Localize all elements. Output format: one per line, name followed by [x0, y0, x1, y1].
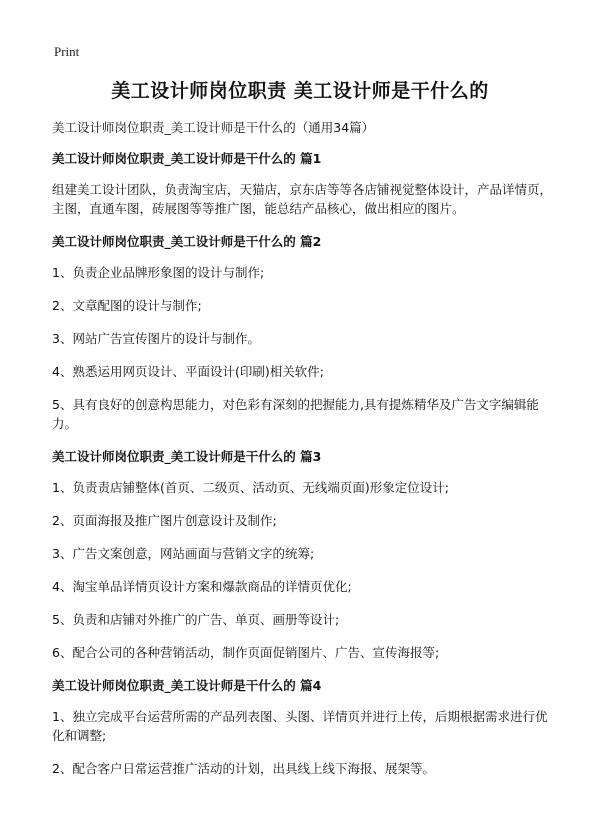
section-heading: 美工设计师岗位职责_美工设计师是干什么的 篇3 [52, 449, 322, 464]
list-item: 3、广告文案创意，网站画面与营销文字的统筹; [52, 546, 315, 561]
page-title: 美工设计师岗位职责 美工设计师是干什么的 [111, 80, 489, 102]
list-item: 2、文章配图的设计与制作; [52, 298, 202, 313]
list-item: 5、负责和店铺对外推广的广告、单页、画册等设计; [52, 612, 340, 627]
section-heading: 美工设计师岗位职责_美工设计师是干什么的 篇1 [52, 151, 322, 166]
section-1 [52, 149, 556, 218]
article-body [52, 118, 556, 792]
list-item: 6、配合公司的各种营销活动，制作页面促销图片、广告、宣传海报等; [52, 645, 440, 660]
list-item: 4、熟悉运用网页设计、平面设计(印刷)相关软件; [52, 364, 324, 379]
section-3 [52, 447, 556, 662]
list-item: 1、负责企业品牌形象图的设计与制作; [52, 265, 265, 280]
list-item: 3、网站广告宣传图片的设计与制作。 [52, 331, 260, 346]
list-item: 4、淘宝单品详情页设计方案和爆款商品的详情页优化; [52, 579, 352, 594]
intro-text: 美工设计师岗位职责_美工设计师是干什么的（通用34篇） [52, 120, 375, 135]
section-heading: 美工设计师岗位职责_美工设计师是干什么的 篇4 [52, 678, 322, 693]
section-2 [52, 232, 556, 433]
list-item: 2、配合客户日常运营推广活动的计划，出具线上线下海报、展架等。 [52, 761, 435, 776]
list-item: 1、独立完成平台运营所需的产品列表图、头图、详情页并进行上传，后期根据需求进行优化和调整; [52, 709, 548, 743]
paragraph: 组建美工设计团队，负责淘宝店，天猫店，京东店等等各店铺视觉整体设计，产品详情页，主图，直通车图，砖展图等等推广图，能总结产品核心，做出相应的图片。 [52, 182, 553, 216]
section-heading: 美工设计师岗位职责_美工设计师是干什么的 篇2 [52, 234, 322, 249]
section-4 [52, 676, 556, 778]
list-item: 1、负责责店铺整体(首页、二级页、活动页、无线端页面)形象定位设计; [52, 480, 449, 495]
list-item: 5、具有良好的创意构思能力，对色彩有深刻的把握能力,具有提炼精华及广告文字编辑能力。 [52, 397, 539, 431]
print-link[interactable]: Print [54, 44, 80, 59]
list-item: 2、页面海报及推广图片创意设计及制作; [52, 513, 277, 528]
